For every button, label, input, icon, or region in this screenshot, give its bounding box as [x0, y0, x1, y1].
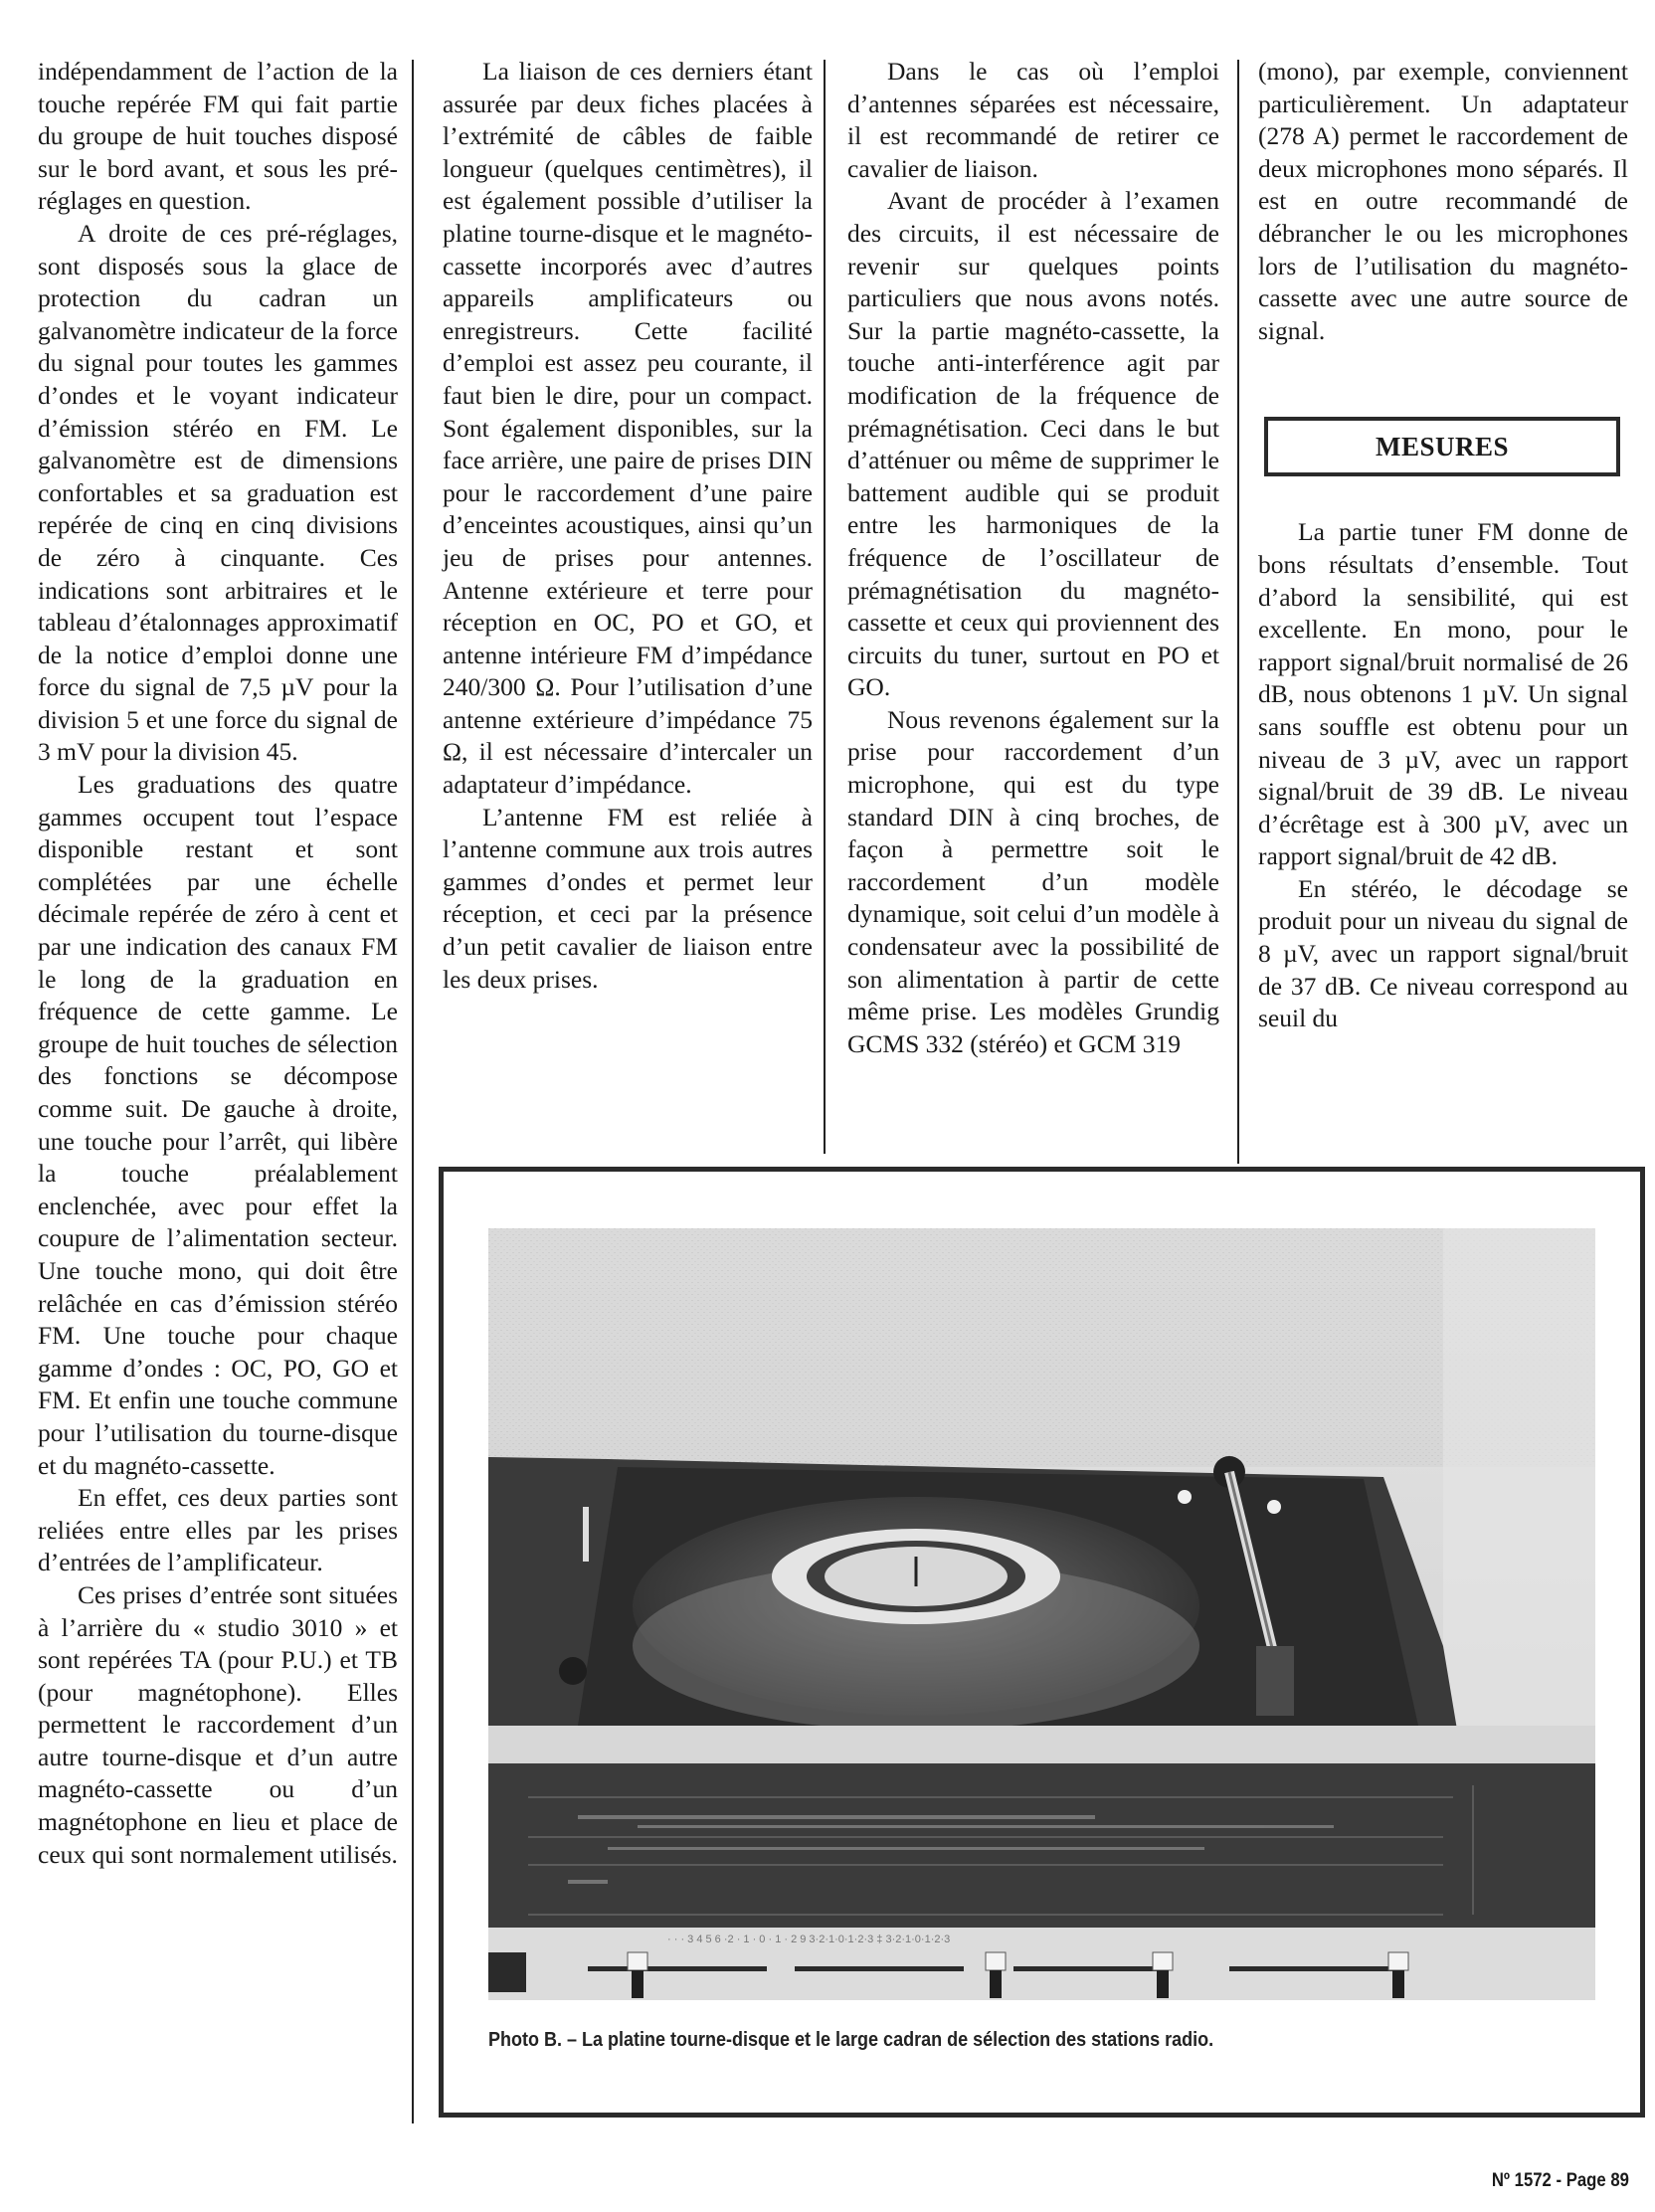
dial-scale-text: · · · 3 4 5 6 ·2 · 1 · 0 · 1 · 2 9 3·2·1·0·1·2·3 ‡ 3·2·1·0·1·2·3 — [667, 1934, 951, 1945]
text-column-2 — [443, 56, 813, 996]
paragraph: En effet, ces deux parties sont reliées entre elles par les prises d’entrées de l’amplificateur. — [38, 1483, 398, 1577]
paragraph: Les graduations des quatre gammes occupent tout l’espace disponible restant et sont complétées par une échelle décimale repérée de zéro à cent et par une indication des canaux FM le long de la graduation en fréquence de cette gamme. Le groupe de huit touches de sélection des fonctions se décompose comme suit. De gauche à droite, une touche pour l’arrêt, qui libère la touche préalablement enclenchée, avec pour effet la coupure de l’alimentation secteur. Une touche mono, qui doit être relâchée en cas d’émission stéréo FM. Une touche pour chaque gamme d’ondes : OC, PO, GO et FM. Et enfin une touche commune pour l’utilisation du tourne-disque et du magnéto-cassette. — [38, 770, 398, 1480]
paragraph: Nous revenons également sur la prise pour raccordement d’un microphone, qui est du type standard DIN à cinq broches, de façon à permettre soit le raccordement d’un modèle dynamique, soit celui d’un modèle à condensateur avec la possibilité de son alimentation à partir de cette même prise. Les modèles Grundig GCMS 332 (stéréo) et GCM 319 — [847, 704, 1219, 1058]
figure-caption: Photo B. – La platine tourne-disque et le large cadran de sélection des stations radio. — [488, 2029, 1214, 2051]
section-heading-box — [1264, 417, 1620, 476]
text-column-3 — [847, 56, 1219, 1060]
text-column-4 — [1258, 56, 1628, 1035]
paragraph: La liaison de ces derniers étant assurée par deux fiches placées à l’extrémité de câbles de faible longueur (quelques centimètres), il est également possible d’utiliser la platine tourne-disque et le magnéto-cassette incorporés avec d’autres appareils amplificateurs ou enregistreurs. Cette facilité d’emploi est assez peu courante, il faut bien le dire, pour un compact. Sont également disponibles, sur la face arrière, une paire de prises DIN pour le raccordement d’une paire d’enceintes acoustiques, ainsi qu’un jeu de prises pour antennes. Antenne extérieure et terre pour réception en OC, PO et GO, et antenne intérieure FM d’impédance 240/300 Ω. Pour l’utilisation d’une antenne extérieure d’impédance 75 Ω, il est nécessaire d’intercaler un adaptateur d’impédance. — [443, 57, 813, 800]
paragraph: En stéréo, le décodage se produit pour un niveau du signal de 8 µV, avec un rapport signal/bruit de 37 dB. Ce niveau correspond au seuil du — [1258, 873, 1628, 1033]
paragraph: indépendamment de l’action de la touche repérée FM qui fait partie du groupe de huit touches disposé sur le bord avant, et sous les pré-réglages en question. — [38, 57, 398, 216]
column-divider — [412, 60, 414, 2123]
text-column-1 — [38, 56, 398, 1871]
paragraph: L’antenne FM est reliée à l’antenne commune aux trois autres gammes d’ondes et permet leur réception, et ceci par la présence d’un petit cavalier de liaison entre les deux prises. — [443, 802, 813, 994]
paragraph: La partie tuner FM donne de bons résultats d’ensemble. Tout d’abord la sensibilité, qui est excellente. En mono, pour le rapport signal/bruit normalisé de 26 dB, nous obtenons 1 µV. Un signal sans souffle est obtenu pour un niveau de 3 µV, avec un rapport signal/bruit de 39 dB. Le niveau d’écrêtage est à 300 µV, avec un rapport signal/bruit de 42 dB. — [1258, 517, 1628, 871]
figure-frame — [439, 1167, 1645, 2118]
section-heading: MESURES — [1375, 432, 1510, 462]
column-divider — [1237, 60, 1239, 1164]
turntable-photo — [488, 1228, 1595, 2000]
column-divider — [824, 60, 826, 1154]
paragraph: Avant de procéder à l’examen des circuits, il est nécessaire de revenir sur quelques points particuliers que nous avons notés. Sur la partie magnéto-cassette, la touche anti-interférence agit par modification de la fréquence de prémagnétisation. Ceci dans le but d’atténuer ou même de supprimer le battement audible qui se produit entre les harmoniques de la fréquence de l’oscillateur de prémagnétisation du magnéto-cassette et ceux qui proviennent des circuits du tuner, surtout en PO et GO. — [847, 186, 1219, 702]
paragraph: (mono), par exemple, conviennent particulièrement. Un adaptateur (278 A) permet le raccordement de deux microphones mono séparés. Il est en outre recommandé de débrancher le ou les microphones lors de l’utilisation du magnéto-cassette avec une autre source de signal. — [1258, 57, 1628, 345]
paragraph: Ces prises d’entrée sont situées à l’arrière du « studio 3010 » et sont repérées TA (pour P.U.) et TB (pour magnétophone). Elles permettent le raccordement d’un autre tourne-disque et d’un autre magnéto-cassette ou d’un magnétophone en lieu et place de ceux qui sont normalement utilisés. — [38, 1579, 398, 1869]
paragraph: A droite de ces pré-réglages, sont disposés sous la glace de protection du cadran un galvanomètre indicateur de la force du signal pour toutes les gammes d’ondes et le voyant indicateur d’émission stéréo en FM. Le galvanomètre est de dimensions confortables et sa graduation est repérée de cinq en cinq divisions de zéro à cinquante. Ces indications sont arbitraires et le tableau d’étalonnages approximatif de la notice d’emploi donne une force du signal de 7,5 µV pour la division 5 et une force du signal de 3 mV pour la division 45. — [38, 218, 398, 767]
turntable-illustration — [488, 1228, 1595, 2000]
page-number: Nº 1572 - Page 89 — [1491, 2170, 1629, 2191]
paragraph: Dans le cas où l’emploi d’antennes séparées est nécessaire, il est recommandé de retirer ce cavalier de liaison. — [847, 57, 1219, 183]
